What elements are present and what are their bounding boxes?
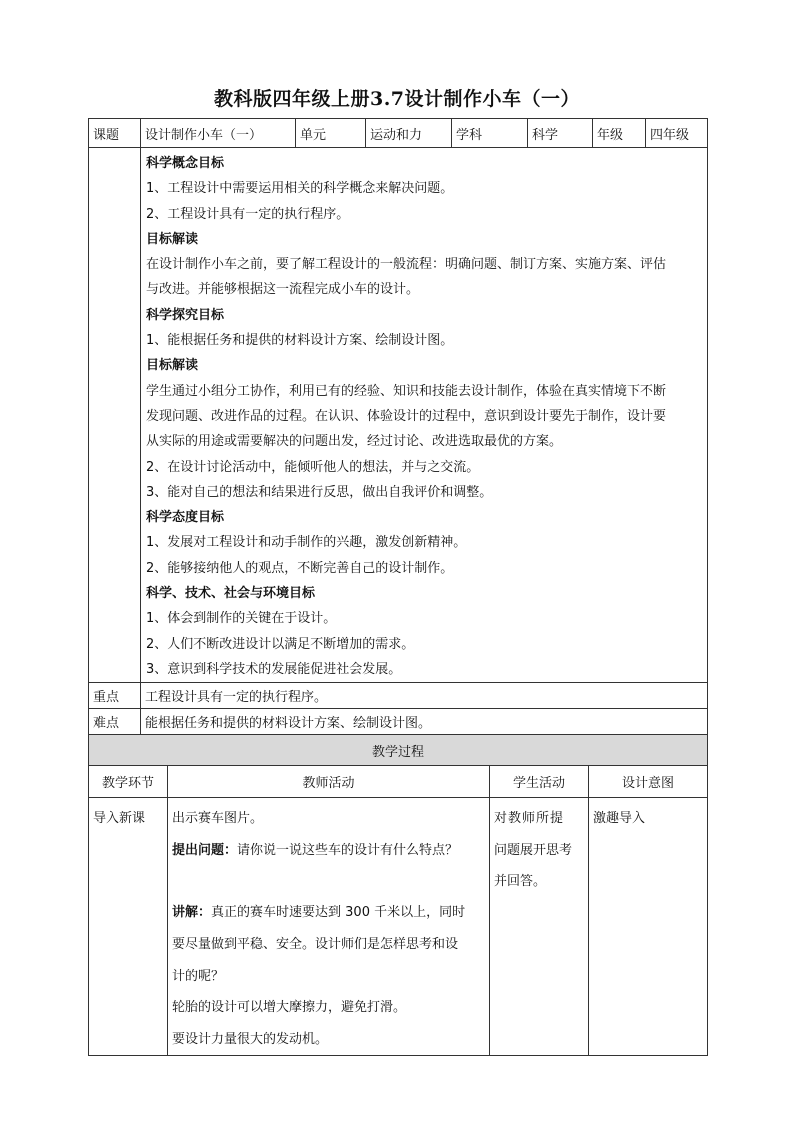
key-point-row xyxy=(89,683,708,709)
process-band: 教学过程 xyxy=(89,735,708,766)
teacher-line-1: 出示赛车图片。 xyxy=(172,811,264,826)
goal-line: 2、工程设计具有一定的执行程序。 xyxy=(146,206,350,222)
difficulty-text: 能根据任务和提供的材料设计方案、绘制设计图。 xyxy=(141,709,708,735)
goal-line: 在设计制作小车之前，要了解工程设计的一般流程：明确问题、制订方案、实施方案、评估 xyxy=(146,257,667,273)
goals-row xyxy=(89,148,708,683)
teacher-line-2-bold: 提出问题： xyxy=(172,842,238,858)
course-label: 学科 xyxy=(452,119,528,148)
goal-line: 学生通过小组分工协作，利用已有的经验、知识和技能去设计制作，体验在真实情境下不断 xyxy=(146,383,667,399)
teacher-line-5: 计的呢？ xyxy=(172,968,225,984)
col-teacher: 教师活动 xyxy=(168,766,490,798)
goal-heading: 目标解读 xyxy=(146,358,199,374)
course-value: 科学 xyxy=(528,119,593,148)
teacher-line-3 xyxy=(172,866,485,929)
student-line-3: 并回答。 xyxy=(494,874,547,889)
teacher-line-4: 要尽量做到平稳、安全。设计师们是怎样思考和设 xyxy=(172,937,459,952)
student-line-2: 问题展开思考 xyxy=(494,842,573,858)
col-stage: 教学环节 xyxy=(89,766,168,798)
goal-heading: 目标解读 xyxy=(146,231,199,247)
key-point-text: 工程设计具有一定的执行程序。 xyxy=(141,683,708,709)
unit-value: 运动和力 xyxy=(366,119,452,148)
header-row xyxy=(89,119,708,148)
intent-cell xyxy=(589,798,708,1056)
goal-line: 3、能对自己的想法和结果进行反思，做出自我评价和调整。 xyxy=(146,484,493,500)
teacher-line-3-bold: 讲解： xyxy=(172,905,212,920)
lesson-info-table xyxy=(88,118,708,735)
goal-line: 1、发展对工程设计和动手制作的兴趣，激发创新精神。 xyxy=(146,535,467,551)
goal-line: 发现问题、改进作品的过程。在认识、体验设计的过程中，意识到设计要先于制作，设计要 xyxy=(146,408,667,424)
goal-line: 2、在设计讨论活动中，能倾听他人的想法，并与之交流。 xyxy=(146,459,480,475)
goal-heading: 科学、技术、社会与环境目标 xyxy=(146,586,316,602)
grade-label: 年级 xyxy=(593,119,646,148)
teacher-cell xyxy=(168,798,490,1056)
teacher-line-2 xyxy=(172,835,485,867)
goal-line: 与改进。并能够根据这一流程完成小车的设计。 xyxy=(146,282,420,298)
process-table xyxy=(88,734,708,1056)
goal-line: 1、能根据任务和提供的材料设计方案、绘制设计图。 xyxy=(146,333,454,349)
process-row-intro xyxy=(89,798,708,1056)
teacher-line-3-rest: 真正的赛车时速要达到 300 千米以上，同时 xyxy=(211,905,466,920)
student-line-1: 对教师所提 xyxy=(494,811,565,826)
stage-text: 导入新课 xyxy=(93,811,146,826)
unit-label: 单元 xyxy=(296,119,366,148)
process-band-row xyxy=(89,735,708,766)
subject-label: 课题 xyxy=(89,119,141,148)
col-intent: 设计意图 xyxy=(589,766,708,798)
student-cell xyxy=(490,798,589,1056)
goal-line: 1、工程设计中需要运用相关的科学概念来解决问题。 xyxy=(146,181,454,197)
goal-line: 2、能够接纳他人的观点，不断完善自己的设计制作。 xyxy=(146,560,454,576)
goal-line: 2、人们不断改进设计以满足不断增加的需求。 xyxy=(146,636,415,652)
goal-heading: 科学态度目标 xyxy=(146,510,225,526)
key-point-label: 重点 xyxy=(89,683,141,709)
difficulty-label: 难点 xyxy=(89,709,141,735)
goal-heading: 科学概念目标 xyxy=(146,156,225,171)
goal-line: 从实际的用途或需要解决的问题出发，经过讨论、改进选取最优的方案。 xyxy=(146,434,563,450)
difficulty-row xyxy=(89,709,708,735)
teacher-line-6: 轮胎的设计可以增大摩擦力，避免打滑。 xyxy=(172,1000,407,1015)
goal-line: 3、意识到科学技术的发展能促进社会发展。 xyxy=(146,661,402,677)
teacher-line-7: 要设计力量很大的发动机。 xyxy=(172,1031,329,1047)
subject-value: 设计制作小车（一） xyxy=(141,119,296,148)
grade-value: 四年级 xyxy=(646,119,708,148)
teacher-line-2-rest: 请你说一说这些车的设计有什么特点？ xyxy=(237,842,459,858)
process-header-row xyxy=(89,766,708,798)
goal-heading: 科学探究目标 xyxy=(146,307,225,323)
goals-label-cell xyxy=(89,148,141,683)
stage-cell xyxy=(89,798,168,1056)
col-student: 学生活动 xyxy=(490,766,589,798)
intent-text: 激趣导入 xyxy=(593,811,646,826)
goals-cell xyxy=(141,148,708,683)
document-title: 教科版四年级上册3.7设计制作小车（一） xyxy=(213,88,581,110)
goal-line: 1、体会到制作的关键在于设计。 xyxy=(146,611,337,627)
